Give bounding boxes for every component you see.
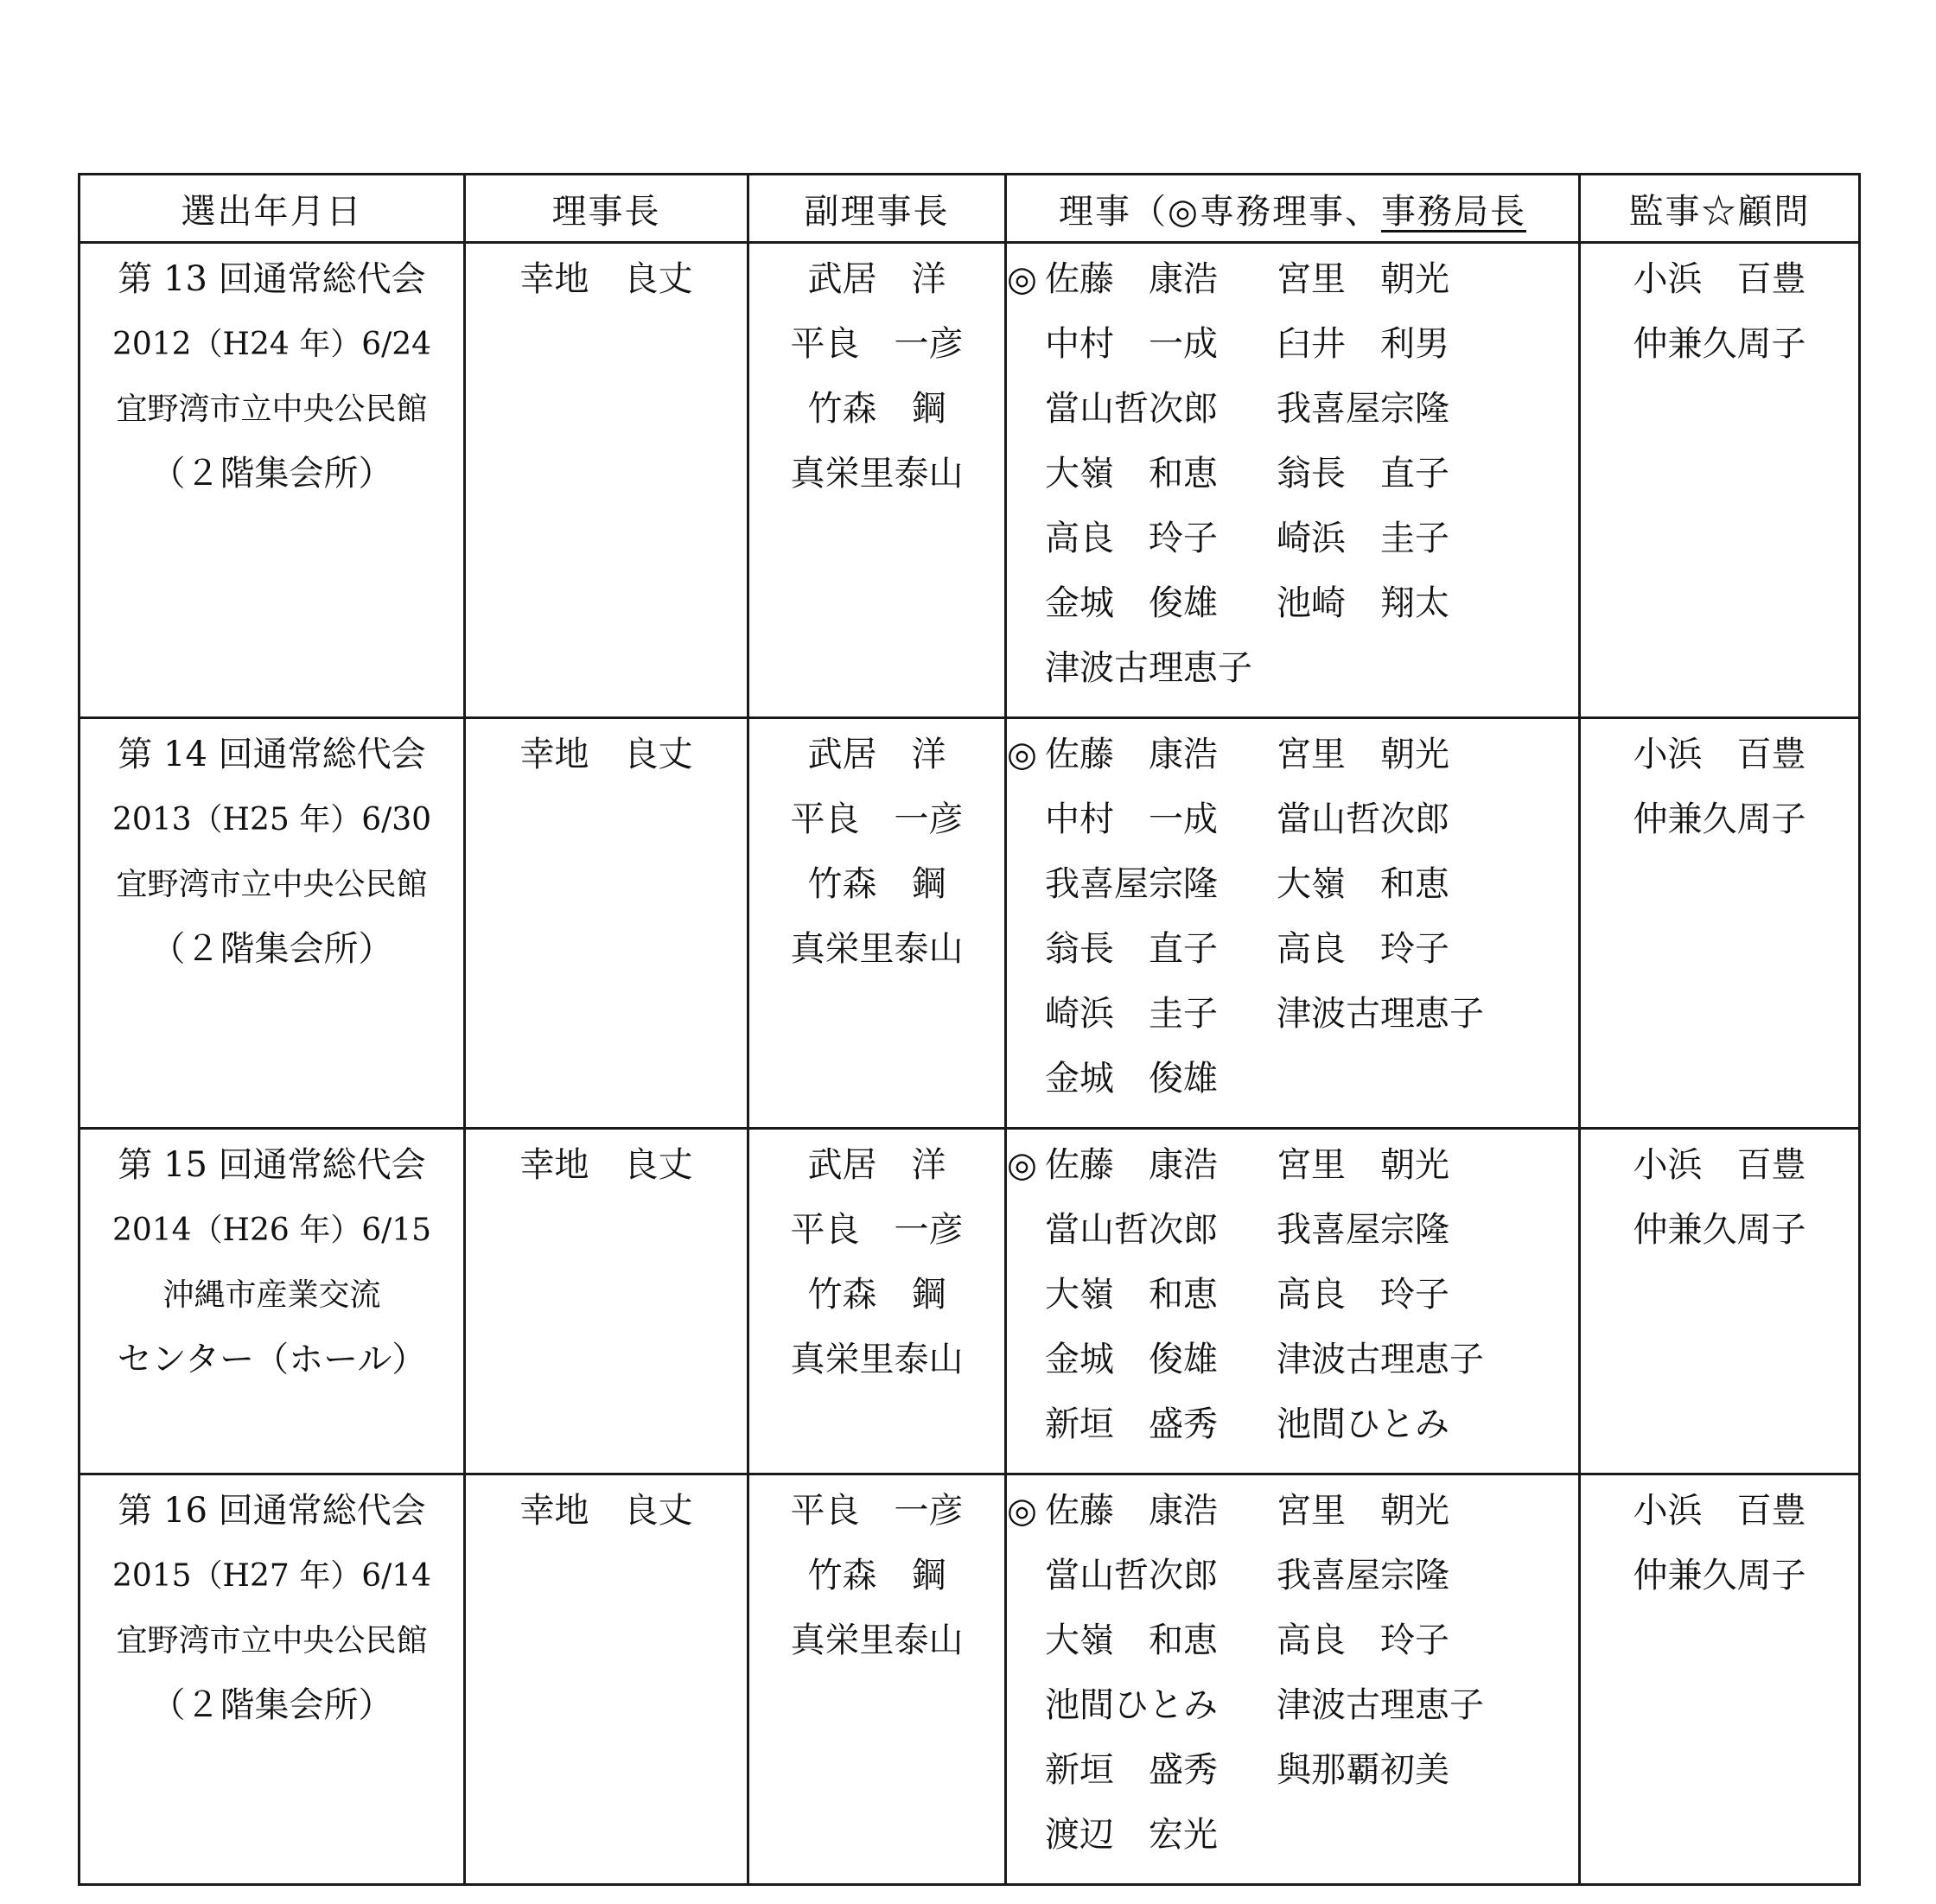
- directors-line: [1007, 1198, 1578, 1263]
- director-name: 高良 玲子: [1277, 929, 1449, 969]
- directors-line: [1007, 1803, 1578, 1868]
- director-name: 大嶺 和恵: [1045, 454, 1218, 494]
- election-date-line: 宜野湾市立中央公民館: [116, 392, 428, 427]
- managing-director-mark: ◎: [1007, 1491, 1037, 1531]
- election-date-line: 2012（H24 年）6/24: [111, 327, 432, 362]
- director-name: 新垣 盛秀: [1045, 1750, 1218, 1790]
- director-name: 臼井 利男: [1277, 324, 1449, 364]
- chair-name: 幸地 良丈: [519, 259, 693, 299]
- director-name: 中村 一成: [1045, 324, 1218, 364]
- director-name: 佐藤 康浩: [1045, 735, 1218, 774]
- director-name: 池間ひとみ: [1045, 1685, 1218, 1725]
- director-name: 大嶺 和恵: [1045, 1621, 1218, 1660]
- auditor-name: 仲兼久周子: [1633, 799, 1806, 839]
- director-name: 當山哲次郎: [1045, 389, 1218, 429]
- vice-chair-name: 竹森 鋼: [807, 1556, 946, 1595]
- auditors-cell: [1580, 718, 1860, 1129]
- directors-line: [1007, 723, 1578, 787]
- election-date-line: 第 14 回通常総代会: [118, 735, 426, 774]
- roster-body: [80, 243, 1860, 1885]
- director-name: 翁長 直子: [1045, 929, 1218, 969]
- director-name: 與那覇初美: [1277, 1750, 1449, 1790]
- election-date-line: 2013（H25 年）6/30: [111, 802, 432, 837]
- director-name: 中村 一成: [1045, 799, 1218, 839]
- auditor-name: 小浜 百豊: [1633, 735, 1806, 774]
- vice-chair-name: 武居 洋: [807, 735, 946, 774]
- auditor-name: 仲兼久周子: [1633, 1556, 1806, 1595]
- vice-chair-name: 真栄里泰山: [790, 1621, 964, 1660]
- director-name: 當山哲次郎: [1045, 1556, 1218, 1595]
- election-date-line: 2014（H26 年）6/15: [111, 1213, 432, 1248]
- directors-line: [1007, 1608, 1578, 1673]
- chair-cell: [465, 718, 748, 1129]
- director-name: 津波古理恵子: [1277, 1685, 1484, 1725]
- term-row: [80, 1474, 1860, 1885]
- director-name: 金城 俊雄: [1045, 1059, 1218, 1098]
- director-name: 我喜屋宗隆: [1045, 864, 1218, 904]
- directors-line: [1007, 1328, 1578, 1392]
- chair-cell: [465, 1474, 748, 1885]
- header-row: [80, 175, 1860, 243]
- vice-chair-name: 竹森 鋼: [807, 389, 946, 429]
- vice-chair-name: 平良 一彦: [790, 1491, 964, 1531]
- chair-cell: [465, 243, 748, 718]
- directors-line: [1007, 1047, 1578, 1111]
- director-name: 當山哲次郎: [1277, 799, 1449, 839]
- term-row: [80, 243, 1860, 718]
- auditor-name: 仲兼久周子: [1633, 1210, 1806, 1250]
- director-name: 渡辺 宏光: [1045, 1815, 1218, 1855]
- director-name: 佐藤 康浩: [1045, 1491, 1218, 1531]
- election-date-cell: [80, 1474, 465, 1885]
- chair-cell: [465, 1129, 748, 1474]
- director-name: 大嶺 和恵: [1045, 1275, 1218, 1315]
- election-date-line: （２階集会所）: [150, 1685, 393, 1725]
- election-date-cell: [80, 718, 465, 1129]
- directors-line: [1007, 852, 1578, 917]
- auditors-cell: [1580, 1129, 1860, 1474]
- directors-line: [1007, 247, 1578, 312]
- director-name: 崎浜 圭子: [1045, 994, 1218, 1034]
- chair-name: 幸地 良丈: [519, 1491, 693, 1531]
- directors-line: [1007, 1392, 1578, 1457]
- managing-director-mark: ◎: [1007, 1145, 1037, 1185]
- election-date-line: 2015（H27 年）6/14: [111, 1558, 432, 1594]
- directors-line: [1007, 442, 1578, 506]
- director-name: 池間ひとみ: [1277, 1404, 1449, 1444]
- directors-line: [1007, 1544, 1578, 1608]
- header-directors-secretary-general: 事務局長: [1380, 191, 1526, 232]
- election-date-line: 第 16 回通常総代会: [118, 1491, 426, 1531]
- directors-line: [1007, 1263, 1578, 1328]
- auditors-cell: [1580, 1474, 1860, 1885]
- directors-cell: [1006, 243, 1580, 718]
- director-name: 翁長 直子: [1277, 454, 1449, 494]
- vice-chair-name: 竹森 鋼: [807, 1275, 946, 1315]
- director-name: 當山哲次郎: [1045, 1210, 1218, 1250]
- directors-line: [1007, 787, 1578, 852]
- director-name: 宮里 朝光: [1277, 735, 1449, 774]
- auditor-name: 小浜 百豊: [1633, 1145, 1806, 1185]
- vice-chair-cell: [748, 718, 1006, 1129]
- vice-chair-cell: [748, 1129, 1006, 1474]
- vice-chair-name: 平良 一彦: [790, 799, 964, 839]
- directors-cell: [1006, 1474, 1580, 1885]
- directors-cell: [1006, 718, 1580, 1129]
- director-name: 高良 玲子: [1277, 1621, 1449, 1660]
- director-name: 我喜屋宗隆: [1277, 389, 1449, 429]
- election-date-line: 沖縄市産業交流: [162, 1277, 381, 1313]
- managing-director-mark: ◎: [1007, 259, 1037, 299]
- directors-line: [1007, 312, 1578, 377]
- vice-chair-name: 真栄里泰山: [790, 929, 964, 969]
- auditor-name: 仲兼久周子: [1633, 324, 1806, 364]
- directors-line: [1007, 1673, 1578, 1738]
- header-auditors: 監事☆顧問: [1580, 175, 1860, 243]
- chair-name: 幸地 良丈: [519, 735, 693, 774]
- director-name: 我喜屋宗隆: [1277, 1556, 1449, 1595]
- vice-chair-name: 真栄里泰山: [790, 454, 964, 494]
- director-name: 宮里 朝光: [1277, 1145, 1449, 1185]
- directors-cell: [1006, 1129, 1580, 1474]
- directors-line: [1007, 982, 1578, 1047]
- director-name: 津波古理恵子: [1277, 994, 1484, 1034]
- vice-chair-name: 竹森 鋼: [807, 864, 946, 904]
- election-date-line: （２階集会所）: [150, 929, 393, 969]
- header-directors-prefix: 理事（◎専務理事、: [1059, 191, 1381, 232]
- auditor-name: 小浜 百豊: [1633, 1491, 1806, 1531]
- vice-chair-cell: [748, 1474, 1006, 1885]
- election-date-line: センター（ホール）: [117, 1340, 427, 1379]
- directors-line: [1007, 1738, 1578, 1803]
- director-name: 我喜屋宗隆: [1277, 1210, 1449, 1250]
- directors-line: [1007, 377, 1578, 442]
- director-name: 高良 玲子: [1045, 519, 1218, 558]
- directors-line: [1007, 506, 1578, 571]
- director-name: 池崎 翔太: [1277, 583, 1449, 623]
- header-directors: [1006, 175, 1580, 243]
- auditor-name: 小浜 百豊: [1633, 259, 1806, 299]
- election-date-line: （２階集会所）: [150, 454, 393, 494]
- director-name: 大嶺 和恵: [1277, 864, 1449, 904]
- director-name: 崎浜 圭子: [1277, 519, 1449, 558]
- auditors-cell: [1580, 243, 1860, 718]
- election-date-line: 宜野湾市立中央公民館: [116, 867, 428, 902]
- header-vice-chair: 副理事長: [748, 175, 1006, 243]
- election-date-cell: [80, 1129, 465, 1474]
- election-date-cell: [80, 243, 465, 718]
- directors-line: [1007, 636, 1578, 701]
- directors-line: [1007, 1133, 1578, 1198]
- director-name: 佐藤 康浩: [1045, 259, 1218, 299]
- header-date: 選出年月日: [80, 175, 465, 243]
- director-name: 金城 俊雄: [1045, 1340, 1218, 1379]
- term-row: [80, 1129, 1860, 1474]
- director-name: 金城 俊雄: [1045, 583, 1218, 623]
- vice-chair-cell: [748, 243, 1006, 718]
- election-date-line: 宜野湾市立中央公民館: [116, 1623, 428, 1659]
- director-name: 高良 玲子: [1277, 1275, 1449, 1315]
- vice-chair-name: 真栄里泰山: [790, 1340, 964, 1379]
- directors-line: [1007, 571, 1578, 636]
- vice-chair-name: 平良 一彦: [790, 1210, 964, 1250]
- director-name: 津波古理恵子: [1045, 648, 1252, 688]
- election-date-line: 第 13 回通常総代会: [118, 259, 426, 299]
- term-row: [80, 718, 1860, 1129]
- director-name: 宮里 朝光: [1277, 1491, 1449, 1531]
- director-name: 新垣 盛秀: [1045, 1404, 1218, 1444]
- director-name: 宮里 朝光: [1277, 259, 1449, 299]
- director-name: 津波古理恵子: [1277, 1340, 1484, 1379]
- header-chair: 理事長: [465, 175, 748, 243]
- vice-chair-name: 平良 一彦: [790, 324, 964, 364]
- officer-roster-table: [78, 173, 1861, 1886]
- vice-chair-name: 武居 洋: [807, 259, 946, 299]
- vice-chair-name: 武居 洋: [807, 1145, 946, 1185]
- chair-name: 幸地 良丈: [519, 1145, 693, 1185]
- director-name: 佐藤 康浩: [1045, 1145, 1218, 1185]
- directors-line: [1007, 917, 1578, 982]
- managing-director-mark: ◎: [1007, 735, 1037, 774]
- directors-line: [1007, 1479, 1578, 1544]
- election-date-line: 第 15 回通常総代会: [118, 1145, 426, 1185]
